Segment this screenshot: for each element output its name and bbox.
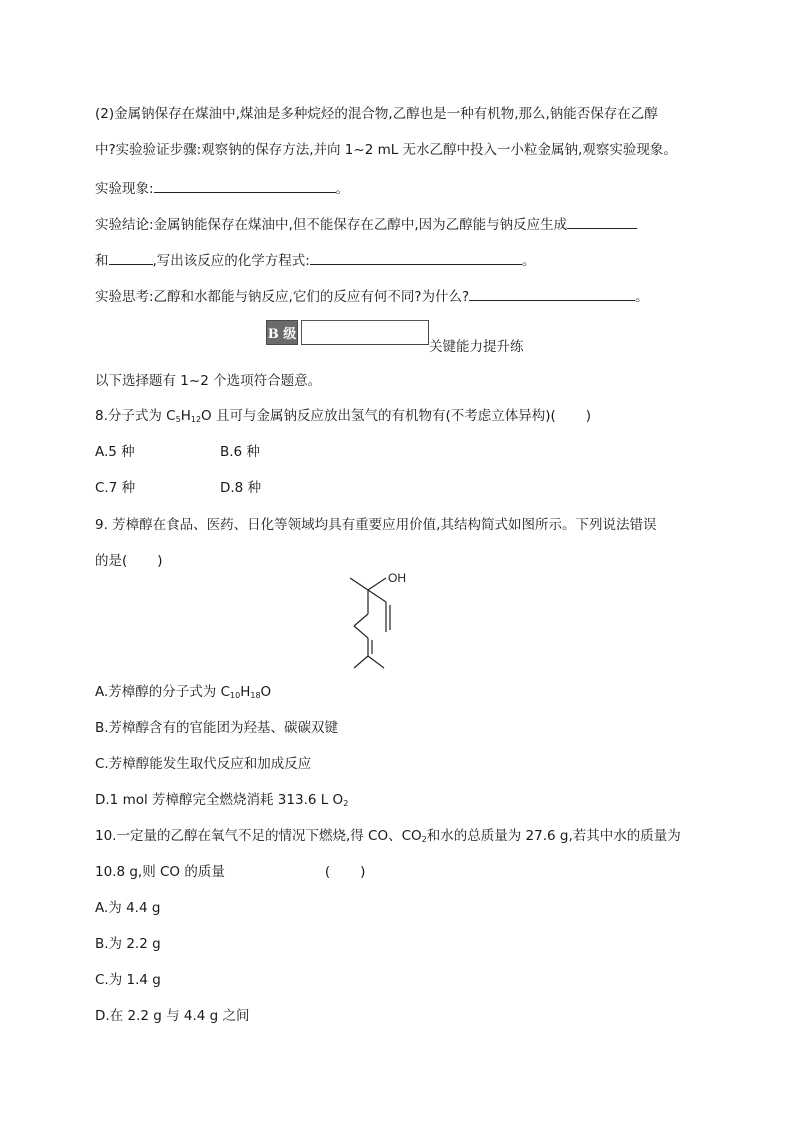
q8-sub1: 5 — [175, 415, 181, 424]
q8-option-c[interactable]: C.7 种 — [95, 480, 136, 496]
q8-sub2: 12 — [190, 415, 202, 424]
q9-stem-line2 — [95, 552, 163, 570]
q9-stem-line1: 9. 芳樟醇在食品、医药、日化等领域均具有重要应用价值,其结构简式如图所示。下列说法错误 — [95, 517, 657, 533]
q10-paren-open: ( — [324, 864, 331, 880]
q7-part2-line1: (2)金属钠保存在煤油中,煤油是多种烷烃的混合物,乙醇也是一种有机物,那么,钠能否保存在乙醇 — [95, 106, 658, 122]
period: 。 — [335, 181, 350, 197]
conclusion-text-1: 实验结论:金属钠能保存在煤油中,但不能保存在乙醇中,因为乙醇能与钠反应生成 — [95, 217, 568, 233]
q10-option-a[interactable]: A.为 4.4 g — [95, 900, 161, 916]
q8-stem-a: 8.分子式为 C — [95, 408, 176, 424]
q7-conclusion-line1 — [95, 214, 637, 234]
q10-stem-line2 — [95, 863, 365, 881]
conclusion-and: 和 — [95, 253, 109, 269]
q10-paren-close: ) — [360, 864, 366, 880]
q9-a-text: A.芳樟醇的分子式为 C — [95, 684, 231, 700]
q7-phenomenon-line — [95, 178, 349, 198]
bond-chain-2 — [354, 626, 368, 638]
product-blank-2[interactable] — [109, 250, 153, 265]
oh-label: OH — [388, 572, 406, 585]
q9-d-sub: 2 — [343, 799, 349, 808]
thinking-blank[interactable] — [469, 286, 635, 301]
bond-c-oh — [368, 578, 386, 590]
bond-chain-1 — [354, 614, 368, 626]
q8-option-a[interactable]: A.5 种 — [95, 444, 135, 460]
period: 。 — [635, 289, 649, 305]
q8-stem — [95, 407, 591, 429]
phenomenon-blank[interactable] — [154, 178, 336, 193]
q8-stem-end: ) — [585, 408, 592, 424]
q9-option-d[interactable] — [95, 791, 348, 813]
q7-conclusion-line2 — [95, 250, 535, 270]
bond-methyl-right — [368, 656, 384, 668]
q8-stem-c: O 且可与金属钠反应放出氢气的有机物有(不考虑立体异构)( — [201, 408, 556, 424]
conclusion-text-2: ,写出该反应的化学方程式: — [152, 253, 310, 269]
section-b-badge: B 级 — [266, 320, 298, 345]
q9-a-sub1: 10 — [230, 691, 241, 700]
q7-part2-line2: 中?实验验证步骤:观察钠的保存方法,并向 1~2 mL 无水乙醇中投入一小粒金属钠,观察实验现象。 — [95, 142, 677, 158]
bond-c-vinyl — [368, 590, 386, 602]
q10-line2: 10.8 g,则 CO 的质量 — [95, 864, 225, 880]
product-blank-1[interactable] — [567, 214, 637, 229]
q10-option-b[interactable]: B.为 2.2 g — [95, 936, 161, 952]
q10-line1-sub: 2 — [421, 835, 427, 844]
q8-stem-b: H — [180, 408, 191, 424]
q9-d-text: D.1 mol 芳樟醇完全燃烧消耗 313.6 L O — [95, 792, 344, 808]
q9-a-h: H — [240, 684, 251, 700]
instruction: 以下选择题有 1~2 个选项符合题意。 — [95, 373, 322, 389]
q10-option-d[interactable]: D.在 2.2 g 与 4.4 g 之间 — [95, 1008, 250, 1024]
section-b-box — [301, 320, 429, 345]
section-b-label: 关键能力提升练 — [429, 339, 524, 355]
q9-stem-end: ) — [157, 553, 163, 569]
thinking-text: 实验思考:乙醇和水都能与钠反应,它们的反应有何不同?为什么? — [95, 289, 470, 305]
q10-line1-a: 10.一定量的乙醇在氧气不足的情况下燃烧,得 CO、CO — [95, 828, 422, 844]
q9-a-sub2: 18 — [250, 691, 261, 700]
q10-line1-b: 和水的总质量为 27.6 g,若其中水的质量为 — [426, 828, 681, 844]
q8-option-b[interactable]: B.6 种 — [220, 444, 260, 460]
q9-stem-2: 的是( — [95, 553, 128, 569]
q9-a-o: O — [260, 684, 272, 700]
q7-thinking-line — [95, 286, 649, 306]
bond-methyl-left — [354, 656, 368, 668]
q9-option-c[interactable]: C.芳樟醇能发生取代反应和加成反应 — [95, 756, 312, 772]
q10-option-c[interactable]: C.为 1.4 g — [95, 972, 161, 988]
bond-methyl — [350, 578, 368, 590]
q9-option-b[interactable]: B.芳樟醇含有的官能团为羟基、碳碳双键 — [95, 720, 339, 736]
q9-option-a[interactable] — [95, 683, 271, 705]
phenomenon-label: 实验现象: — [95, 181, 154, 197]
q10-stem-line1 — [95, 827, 681, 849]
linalool-structure-diagram — [350, 572, 440, 672]
equation-blank[interactable] — [310, 250, 522, 265]
q8-option-d[interactable]: D.8 种 — [220, 480, 262, 496]
period: 。 — [521, 253, 536, 269]
